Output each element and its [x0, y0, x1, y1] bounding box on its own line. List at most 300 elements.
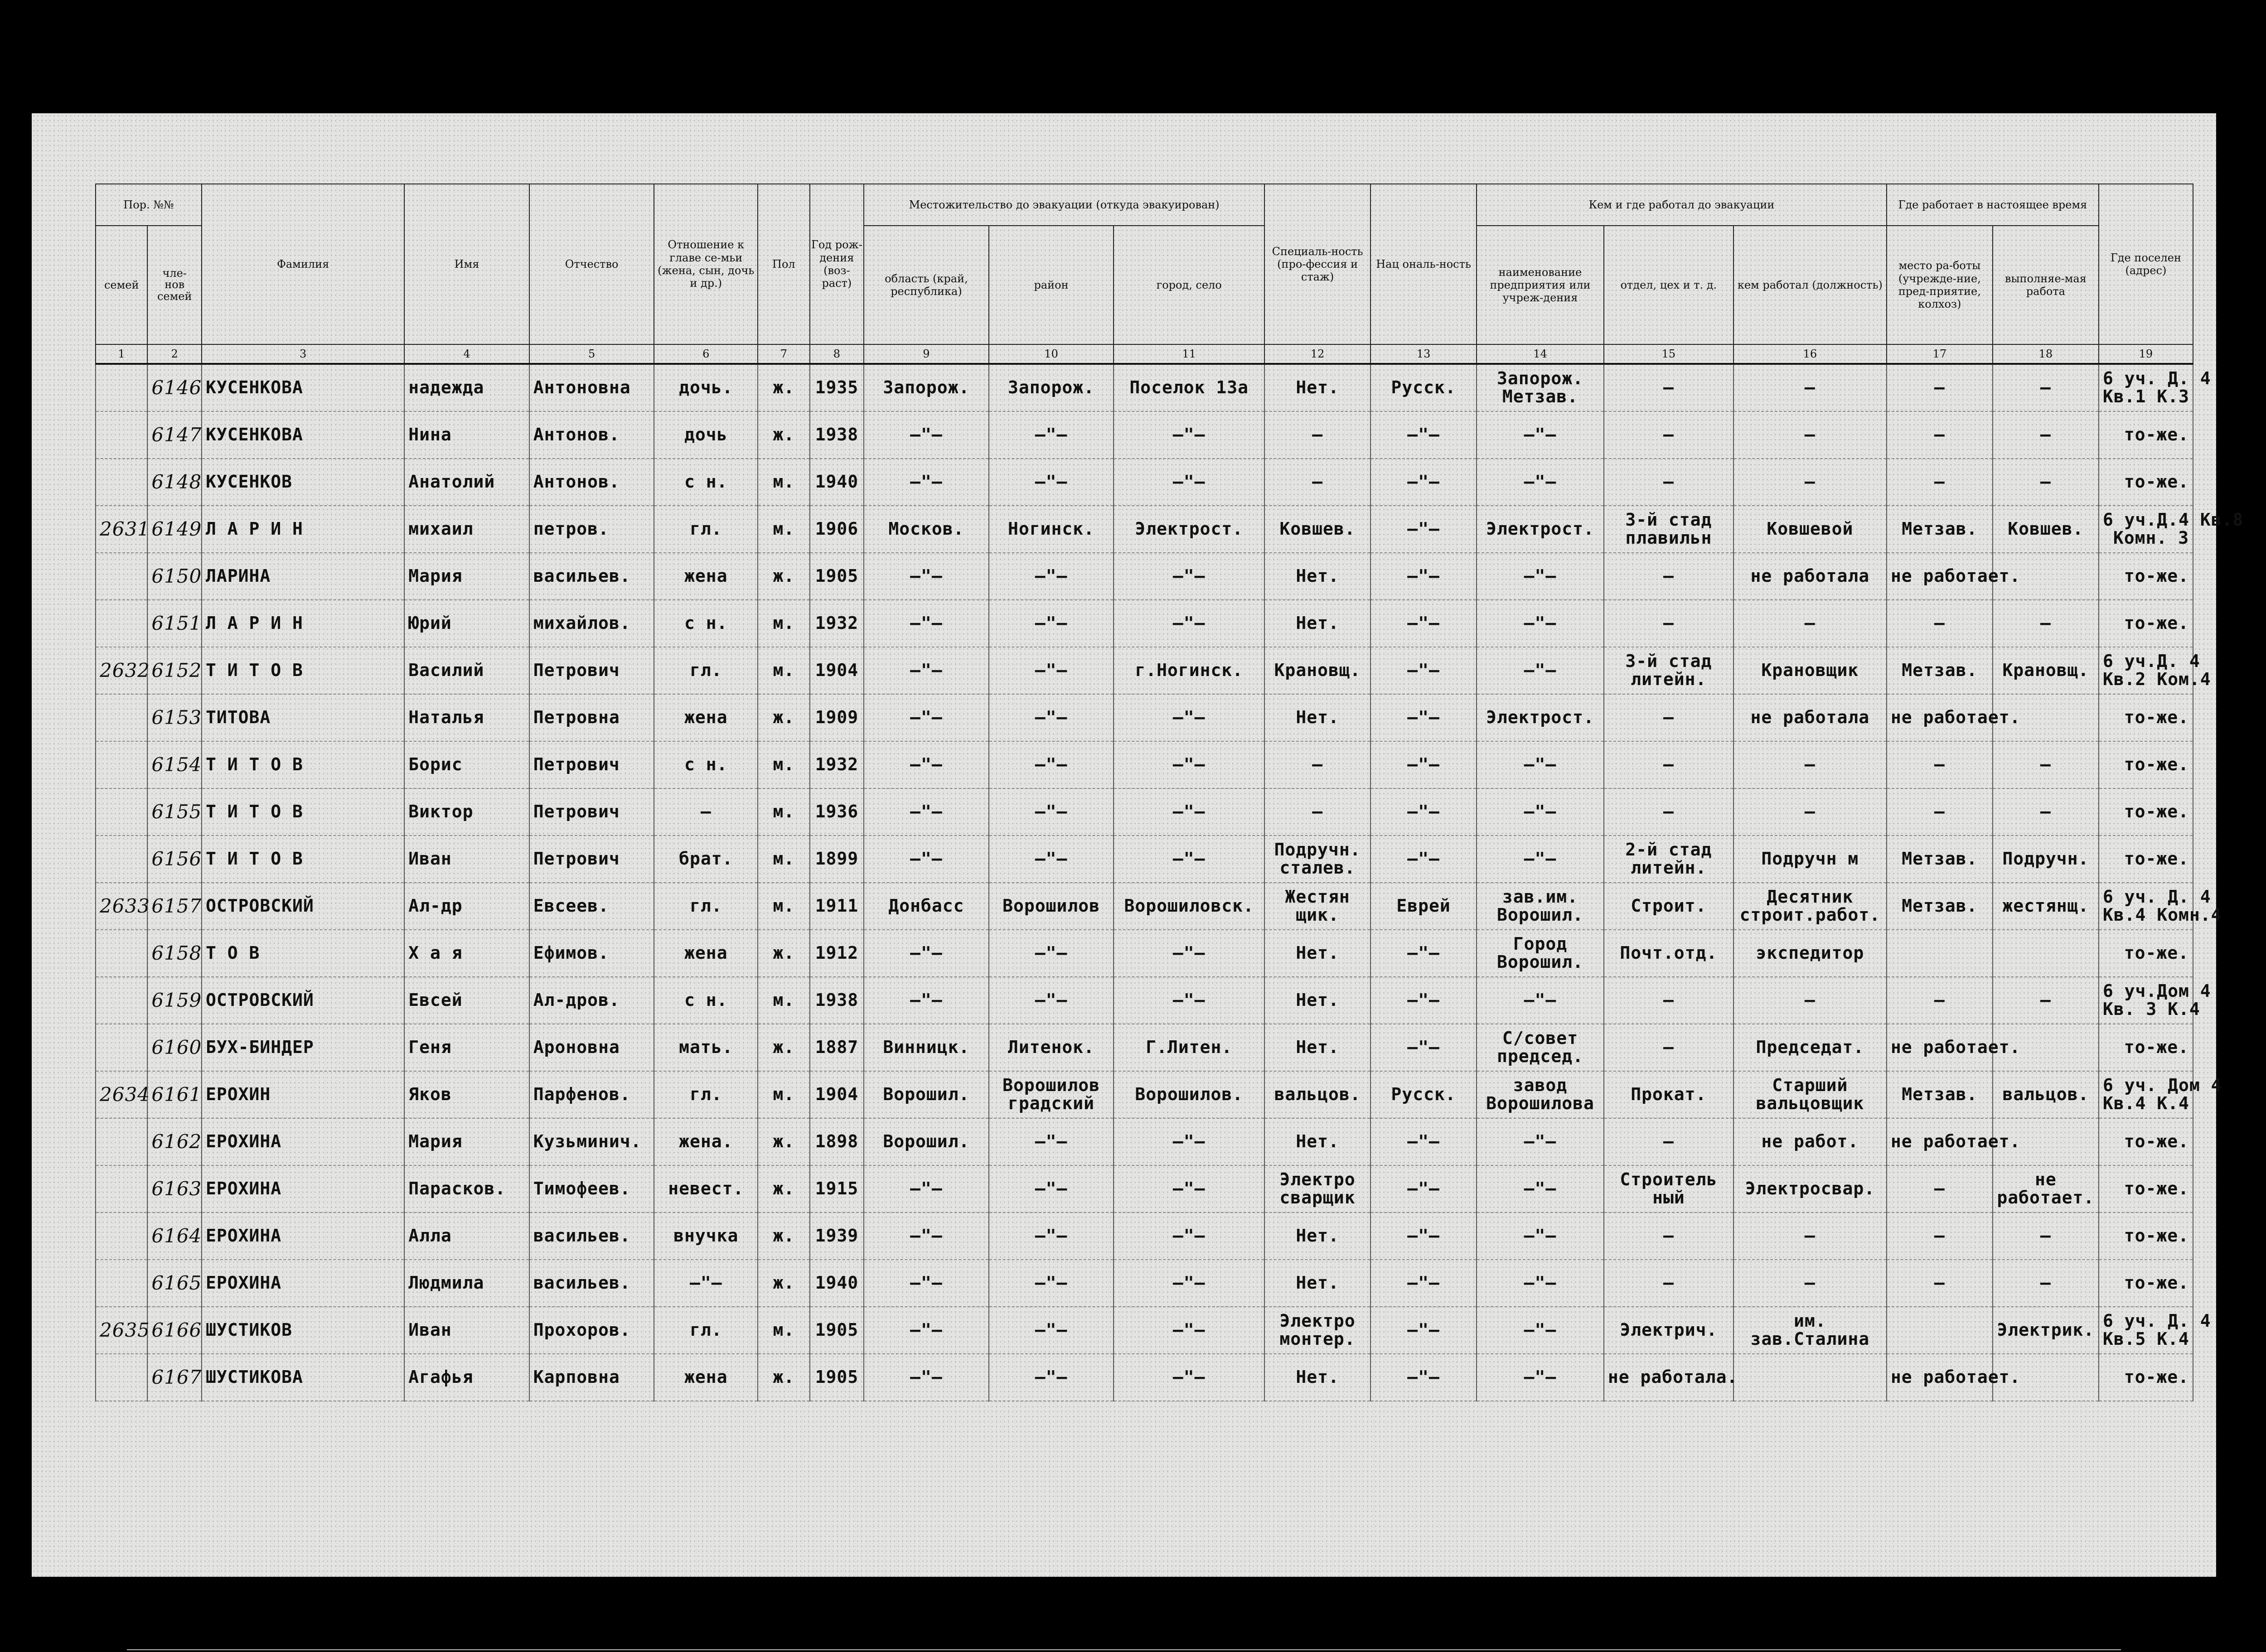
table-row [96, 1307, 2193, 1354]
page-fold-line [127, 1649, 2121, 1650]
address-cell [2099, 1024, 2193, 1071]
first-name-cell [404, 1024, 529, 1071]
prior-employer-cell-text: –"– [1524, 1367, 1557, 1387]
nationality-cell-text: –"– [1407, 1179, 1440, 1199]
position-cell [1733, 1212, 1887, 1260]
region-cell [864, 600, 989, 647]
sex-cell-text: м. [773, 660, 795, 681]
relation-cell-text: мать. [679, 1037, 733, 1058]
sex-cell [758, 694, 809, 741]
surname-cell [202, 600, 404, 647]
nationality-cell [1370, 364, 1477, 411]
first-name-cell [404, 459, 529, 506]
first-name-cell [404, 1354, 529, 1401]
region-cell-text: –"– [910, 849, 943, 869]
current-workplace-cell [1887, 930, 1993, 977]
current-workplace-cell [1887, 647, 1993, 694]
district-cell [989, 930, 1114, 977]
family-number [96, 1307, 150, 1354]
surname-cell [202, 553, 404, 600]
position-cell-text: Крановщик [1761, 660, 1859, 681]
column-number: 11 [1114, 344, 1264, 364]
family-number [96, 836, 147, 883]
prior-employer-cell-text: Запорож. Метзав. [1496, 368, 1584, 406]
nationality-cell-text: –"– [1407, 566, 1440, 586]
prior-employer-cell [1477, 883, 1604, 930]
prior-employer-cell-text: –"– [1524, 802, 1557, 822]
relation-cell-text: дочь [684, 425, 728, 445]
prior-employer-cell-text: С/совет председ. [1496, 1028, 1584, 1066]
current-job-cell-text: – [2040, 472, 2051, 492]
city-cell [1114, 600, 1264, 647]
patronymic-cell [529, 836, 654, 883]
relation-cell-text: с н. [684, 990, 728, 1010]
birth-year-cell [810, 600, 864, 647]
region-cell [864, 930, 989, 977]
city-cell-text: –"– [1172, 1179, 1206, 1199]
nationality-cell [1370, 600, 1477, 647]
department-cell-text: – [1663, 1037, 1674, 1058]
city-cell [1114, 1307, 1264, 1354]
birth-year-cell-text: 1938 [815, 425, 859, 445]
prior-employer-cell [1477, 1212, 1604, 1260]
relation-cell [654, 553, 758, 600]
position-cell [1733, 1071, 1887, 1118]
district-cell-text: –"– [1035, 802, 1068, 822]
specialty-cell-text: Нет. [1296, 1273, 1339, 1293]
nationality-cell [1370, 788, 1477, 836]
position-cell-text: – [1804, 613, 1816, 633]
family-number [96, 411, 147, 459]
patronymic-cell [529, 411, 654, 459]
surname-cell-text: ОСТРОВСКИЙ [206, 990, 314, 1010]
patronymic-cell [529, 1354, 654, 1401]
region-cell [864, 506, 989, 553]
region-cell-text: –"– [910, 660, 943, 681]
address-cell [2099, 741, 2193, 788]
first-name-cell-text: Ал-др [408, 896, 463, 916]
region-cell-text: Ворошил. [883, 1084, 970, 1105]
surname-cell-text: ЕРОХИНА [206, 1179, 282, 1199]
sex-cell [758, 977, 809, 1024]
birth-year-cell-text: 1940 [815, 472, 859, 492]
region-cell-text: –"– [910, 1273, 943, 1293]
specialty-cell-text: Подручн. сталев. [1274, 840, 1361, 878]
current-workplace-cell-text: не работает. [1890, 566, 2021, 586]
address-cell [2099, 506, 2244, 553]
sex-cell-text: м. [773, 1084, 795, 1105]
position-cell-text: Электросвар. [1745, 1179, 1875, 1199]
sex-cell [758, 647, 809, 694]
birth-year-cell [810, 1071, 864, 1118]
region-cell [864, 1307, 989, 1354]
first-name-cell-text: Иван [408, 1320, 452, 1340]
member-number [147, 694, 202, 741]
header-gde-rabotaet: Где работает в настоящее время [1887, 184, 2099, 226]
patronymic-cell-text: Кузьминич. [533, 1131, 642, 1152]
member-number [147, 647, 202, 694]
department-cell [1604, 1212, 1733, 1260]
position-cell [1733, 600, 1887, 647]
patronymic-cell-text: Антоновна [533, 377, 631, 398]
birth-year-cell-text: 1887 [815, 1037, 859, 1058]
member-number-text: 6160 [151, 1036, 202, 1058]
nationality-cell [1370, 930, 1477, 977]
patronymic-cell-text: Тимофеев. [533, 1179, 631, 1199]
specialty-cell [1264, 883, 1370, 930]
current-job-cell [1993, 836, 2099, 883]
sex-cell [758, 364, 809, 411]
nationality-cell-text: –"– [1407, 1131, 1440, 1152]
first-name-cell [404, 977, 529, 1024]
member-number [147, 1307, 202, 1354]
specialty-cell [1264, 1118, 1370, 1165]
birth-year-cell [810, 788, 864, 836]
region-cell-text: Донбасс [888, 896, 964, 916]
first-name-cell [404, 600, 529, 647]
address-cell [2099, 1212, 2193, 1260]
surname-cell-text: Т О В [206, 943, 260, 963]
district-cell [989, 1354, 1114, 1401]
birth-year-cell [810, 459, 864, 506]
birth-year-cell-text: 1904 [815, 1084, 859, 1105]
address-cell-text: то-же. [2124, 707, 2189, 728]
header-god-rozhdeniya: Год рож-дения (воз-раст) [810, 184, 864, 344]
current-workplace-cell-text: – [1934, 377, 1945, 398]
address-cell-text: то-же. [2124, 943, 2189, 963]
header-por-nn: Пор. №№ [96, 184, 202, 226]
current-workplace-cell-text: – [1934, 1226, 1945, 1246]
family-number [96, 788, 147, 836]
region-cell [864, 1165, 989, 1212]
district-cell-text: –"– [1035, 1367, 1068, 1387]
city-cell [1114, 411, 1264, 459]
department-cell-text: – [1663, 566, 1674, 586]
sex-cell-text: ж. [773, 943, 795, 963]
relation-cell-text: жена. [679, 1131, 733, 1152]
family-number-text: 2634 [100, 1083, 150, 1106]
prior-employer-cell-text: завод Ворошилова [1486, 1075, 1594, 1113]
address-cell-text: то-же. [2124, 849, 2189, 869]
address-cell [2099, 836, 2193, 883]
relation-cell [654, 1024, 758, 1071]
surname-cell-text: Л А Р И Н [206, 613, 303, 633]
family-number-text: 2633 [100, 894, 150, 917]
prior-employer-cell-text: –"– [1524, 1131, 1557, 1152]
district-cell-text: Запорож. [1008, 377, 1095, 398]
surname-cell-text: Т И Т О В [206, 754, 303, 775]
member-number-text: 6151 [151, 612, 202, 634]
table-row [96, 1212, 2193, 1260]
current-workplace-cell [1887, 1260, 1993, 1307]
address-cell-text: 6 уч.Дом 4 Кв. 3 К.4 [2102, 981, 2211, 1019]
current-workplace-cell-text: Метзав. [1902, 660, 1978, 681]
prior-employer-cell-text: –"– [1524, 1273, 1557, 1293]
first-name-cell [404, 788, 529, 836]
district-cell [989, 506, 1114, 553]
position-cell [1733, 788, 1887, 836]
district-cell-text: Литенок. [1008, 1037, 1095, 1058]
address-cell [2099, 600, 2193, 647]
sex-cell-text: ж. [773, 1179, 795, 1199]
current-workplace-cell-text: – [1934, 1179, 1945, 1199]
relation-cell [654, 506, 758, 553]
first-name-cell [404, 836, 529, 883]
relation-cell-text: гл. [689, 1320, 722, 1340]
current-workplace-cell [1887, 600, 1993, 647]
family-number [96, 1354, 147, 1401]
sex-cell-text: м. [773, 849, 795, 869]
position-cell [1733, 836, 1887, 883]
family-number [96, 1071, 150, 1118]
evacuation-register [95, 184, 2244, 1401]
department-cell-text: – [1663, 1226, 1674, 1246]
district-cell-text: –"– [1035, 943, 1068, 963]
relation-cell [654, 977, 758, 1024]
first-name-cell [404, 647, 529, 694]
header-kem-rabotal: кем работал (должность) [1733, 226, 1887, 344]
nationality-cell [1370, 506, 1477, 553]
district-cell-text: –"– [1035, 566, 1068, 586]
first-name-cell-text: Нина [408, 425, 452, 445]
region-cell [864, 553, 989, 600]
header-raion: район [989, 226, 1114, 344]
address-cell [2099, 459, 2193, 506]
city-cell [1114, 883, 1264, 930]
first-name-cell-text: Геня [408, 1037, 452, 1058]
first-name-cell-text: Алла [408, 1226, 452, 1246]
patronymic-cell [529, 741, 654, 788]
position-cell-text: Десятник строит.работ. [1739, 887, 1881, 925]
patronymic-cell [529, 1307, 654, 1354]
current-job-cell [1993, 1165, 2099, 1212]
current-workplace-cell [1887, 977, 1993, 1024]
prior-employer-cell [1477, 1307, 1604, 1354]
prior-employer-cell-text: –"– [1524, 566, 1557, 586]
department-cell [1604, 836, 1733, 883]
city-cell-text: Ворошилов. [1135, 1084, 1244, 1105]
region-cell-text: –"– [910, 1226, 943, 1246]
department-cell [1604, 1024, 1733, 1071]
birth-year-cell-text: 1936 [815, 802, 859, 822]
sex-cell-text: м. [773, 990, 795, 1010]
birth-year-cell [810, 883, 864, 930]
sex-cell-text: м. [773, 519, 795, 539]
relation-cell-text: –"– [689, 1273, 722, 1293]
family-number [96, 1212, 147, 1260]
first-name-cell-text: Василий [408, 660, 484, 681]
surname-cell [202, 741, 404, 788]
table-row [96, 1024, 2193, 1071]
member-number [147, 930, 202, 977]
table-row [96, 1165, 2193, 1212]
header-specialnost: Специаль-ность (про-фессия и стаж) [1264, 184, 1370, 344]
specialty-cell-text: Крановщ. [1274, 660, 1361, 681]
sex-cell [758, 1354, 809, 1401]
nationality-cell-text: –"– [1407, 802, 1440, 822]
first-name-cell-text: Анатолий [408, 472, 495, 492]
specialty-cell [1264, 647, 1370, 694]
first-name-cell-text: Мария [408, 1131, 463, 1152]
city-cell-text: –"– [1172, 1226, 1206, 1246]
surname-cell-text: ЕРОХИНА [206, 1273, 282, 1293]
city-cell-text: –"– [1172, 943, 1206, 963]
first-name-cell [404, 553, 529, 600]
current-job-cell [1993, 506, 2099, 553]
region-cell-text: Ворошил. [883, 1131, 970, 1152]
patronymic-cell-text: Ефимов. [533, 943, 609, 963]
patronymic-cell-text: васильев. [533, 566, 631, 586]
relation-cell [654, 1165, 758, 1212]
city-cell-text: –"– [1172, 1273, 1206, 1293]
birth-year-cell-text: 1899 [815, 849, 859, 869]
address-cell-text: 6 уч.Д.4 Кв.8 Комн. 3 [2102, 510, 2244, 548]
current-job-cell [1993, 741, 2099, 788]
city-cell-text: –"– [1172, 754, 1206, 775]
member-number-text: 6146 [151, 376, 202, 399]
department-cell [1604, 741, 1733, 788]
member-number [147, 836, 202, 883]
nationality-cell-text: –"– [1407, 943, 1440, 963]
region-cell [864, 459, 989, 506]
prior-employer-cell [1477, 930, 1604, 977]
current-workplace-cell [1887, 788, 1993, 836]
sex-cell-text: ж. [773, 707, 795, 728]
patronymic-cell-text: Ал-дров. [533, 990, 620, 1010]
current-job-cell-text: вальцов. [2002, 1084, 2089, 1105]
prior-employer-cell-text: Электрост. [1486, 707, 1594, 728]
prior-employer-cell-text: –"– [1524, 1226, 1557, 1246]
birth-year-cell [810, 1165, 864, 1212]
department-cell-text: – [1663, 613, 1674, 633]
district-cell-text: –"– [1035, 472, 1068, 492]
column-number: 19 [2099, 344, 2193, 364]
address-cell [2099, 883, 2222, 930]
relation-cell-text: жена [684, 943, 728, 963]
department-cell [1604, 1354, 1738, 1401]
current-workplace-cell [1887, 506, 1993, 553]
city-cell [1114, 788, 1264, 836]
district-cell-text: Ногинск. [1008, 519, 1095, 539]
current-workplace-cell-text: Метзав. [1902, 1084, 1978, 1105]
patronymic-cell [529, 1118, 654, 1165]
register-rows [96, 364, 2244, 1401]
region-cell-text: Москов. [888, 519, 964, 539]
surname-cell [202, 788, 404, 836]
header-otdel: отдел, цех и т. д. [1604, 226, 1733, 344]
member-number [147, 364, 202, 411]
position-cell [1733, 694, 1887, 741]
table-row [96, 1354, 2193, 1401]
nationality-cell [1370, 1212, 1477, 1260]
header-otchestvo: Отчество [529, 184, 654, 344]
department-cell [1604, 647, 1733, 694]
first-name-cell [404, 411, 529, 459]
table-row [96, 411, 2193, 459]
region-cell-text: –"– [910, 472, 943, 492]
city-cell-text: –"– [1172, 802, 1206, 822]
position-cell [1733, 977, 1887, 1024]
department-cell [1604, 600, 1733, 647]
sex-cell-text: м. [773, 613, 795, 633]
address-cell-text: 6 уч. Д. 4 Кв.5 К.4 [2102, 1311, 2211, 1349]
sex-cell [758, 459, 809, 506]
city-cell [1114, 553, 1264, 600]
specialty-cell [1264, 741, 1370, 788]
column-number: 8 [810, 344, 864, 364]
city-cell [1114, 694, 1264, 741]
department-cell-text: Прокат. [1631, 1084, 1707, 1105]
current-workplace-cell-text: Метзав. [1902, 849, 1978, 869]
position-cell [1733, 1354, 1887, 1401]
nationality-cell-text: –"– [1407, 849, 1440, 869]
sex-cell [758, 883, 809, 930]
table-row [96, 836, 2193, 883]
first-name-cell [404, 741, 529, 788]
position-cell [1733, 506, 1887, 553]
patronymic-cell-text: Карповна [533, 1367, 620, 1387]
specialty-cell-text: Нет. [1296, 613, 1339, 633]
city-cell-text: Г.Литен. [1146, 1037, 1233, 1058]
first-name-cell-text: Евсей [408, 990, 463, 1010]
birth-year-cell [810, 364, 864, 411]
position-cell [1733, 364, 1887, 411]
member-number-text: 6158 [151, 942, 202, 964]
first-name-cell-text: Мария [408, 566, 463, 586]
specialty-cell [1264, 1024, 1370, 1071]
nationality-cell-text: –"– [1407, 990, 1440, 1010]
prior-employer-cell [1477, 1071, 1604, 1118]
patronymic-cell [529, 977, 654, 1024]
family-number [96, 600, 147, 647]
specialty-cell [1264, 411, 1370, 459]
column-number: 7 [758, 344, 809, 364]
current-workplace-cell [1887, 1307, 1993, 1354]
address-cell [2099, 411, 2193, 459]
patronymic-cell [529, 553, 654, 600]
birth-year-cell-text: 1912 [815, 943, 859, 963]
birth-year-cell [810, 741, 864, 788]
sex-cell [758, 506, 809, 553]
birth-year-cell-text: 1905 [815, 566, 859, 586]
nationality-cell-text: –"– [1407, 1367, 1440, 1387]
region-cell-text: –"– [910, 943, 943, 963]
position-cell [1733, 1024, 1887, 1071]
surname-cell [202, 1071, 404, 1118]
header-vypolnyaemaya: выполняе-мая работа [1993, 226, 2099, 344]
address-cell-text: то-же. [2124, 754, 2189, 775]
specialty-cell [1264, 694, 1370, 741]
specialty-cell [1264, 788, 1370, 836]
specialty-cell-text: Нет. [1296, 1037, 1339, 1058]
region-cell [864, 1024, 989, 1071]
relation-cell-text: дочь. [679, 377, 733, 398]
specialty-cell-text: Нет. [1296, 1226, 1339, 1246]
header-imya: Имя [404, 184, 529, 344]
specialty-cell [1264, 1165, 1370, 1212]
district-cell-text: –"– [1035, 990, 1068, 1010]
member-number-text: 6161 [151, 1083, 202, 1106]
first-name-cell-text: Яков [408, 1084, 452, 1105]
table-row [96, 788, 2193, 836]
prior-employer-cell-text: –"– [1524, 472, 1557, 492]
patronymic-cell-text: Ароновна [533, 1037, 620, 1058]
position-cell-text: не работала [1750, 707, 1870, 728]
family-number [96, 977, 147, 1024]
position-cell [1733, 411, 1887, 459]
specialty-cell [1264, 364, 1370, 411]
family-number [96, 647, 150, 694]
